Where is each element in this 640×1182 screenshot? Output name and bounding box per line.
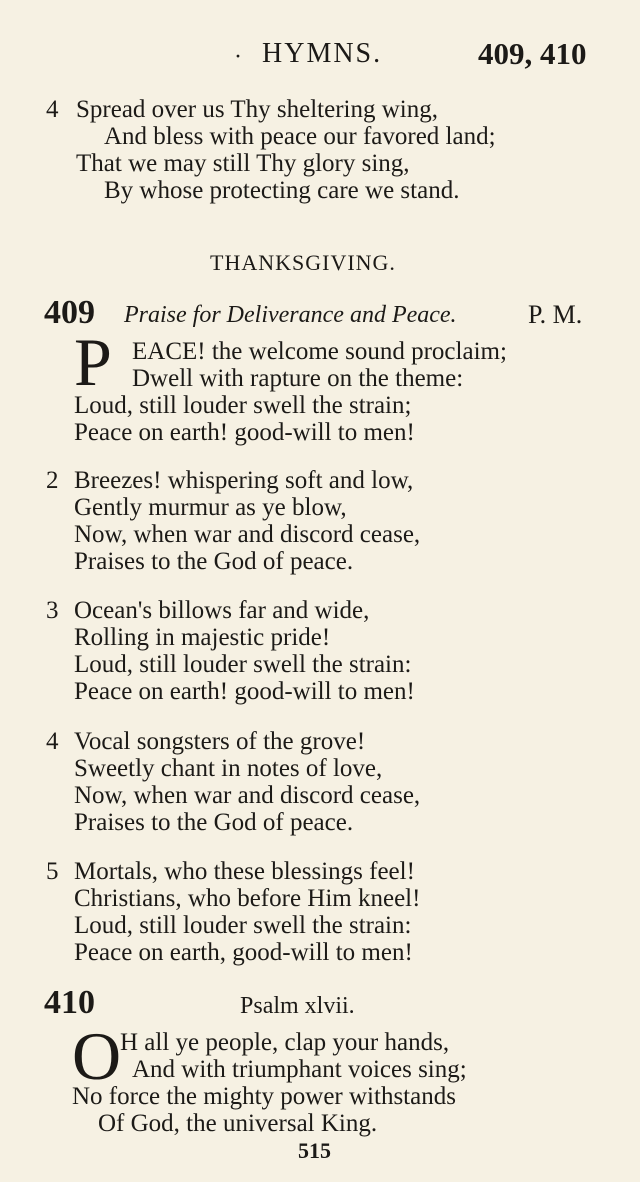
hymn-410-number: 410 (44, 984, 95, 1021)
stanza-line: Breezes! whispering soft and low, (74, 467, 414, 494)
stanza-line: Praises to the God of peace. (74, 548, 354, 575)
hymn-410-title: Psalm xlvii. (240, 993, 355, 1019)
stanza-line: Rolling in majestic pride! (74, 624, 331, 651)
stanza-line: Now, when war and discord cease, (74, 782, 421, 809)
hymn-409-line: Dwell with rapture on the theme: (132, 365, 464, 392)
stanza-line: Mortals, who these blessings feel! (74, 858, 415, 885)
hymn-410-line: No force the mighty power withstands (72, 1083, 456, 1110)
stanza-line: Peace on earth! good-will to men! (74, 678, 415, 705)
prev-stanza-line: By whose protecting care we stand. (104, 177, 460, 204)
prev-stanza-line: And bless with peace our favored land; (104, 123, 496, 150)
stanza-number: 3 (46, 597, 59, 624)
stanza-line: Peace on earth, good-will to men! (74, 939, 413, 966)
header-dot: · (234, 44, 242, 70)
stanza-line: Gently murmur as ye blow, (74, 494, 347, 521)
hymn-410-drop-cap: O (72, 1018, 122, 1094)
stanza-line: Vocal songsters of the grove! (74, 728, 366, 755)
hymn-409-number: 409 (44, 294, 95, 331)
header-hymn-numbers: 409, 410 (478, 36, 587, 71)
hymn-409-line: Loud, still louder swell the strain; (74, 392, 412, 419)
hymn-410-line: Of God, the universal King. (98, 1110, 378, 1137)
running-header (0, 34, 640, 74)
hymn-410-line: And with triumphant voices sing; (132, 1056, 467, 1083)
stanza-line: Christians, who before Him kneel! (74, 885, 421, 912)
stanza-line: Loud, still louder swell the strain: (74, 912, 412, 939)
stanza-line: Now, when war and discord cease, (74, 521, 421, 548)
hymn-409-line: Peace on earth! good-will to men! (74, 419, 415, 446)
stanza-line: Loud, still louder swell the strain: (74, 651, 412, 678)
hymn-409-line: EACE! the welcome sound proclaim; (132, 338, 507, 365)
stanza-line: Ocean's billows far and wide, (74, 597, 370, 624)
stanza-number: 5 (46, 858, 59, 885)
stanza-number: 2 (46, 467, 59, 494)
page-number: 515 (298, 1138, 331, 1163)
hymn-409-title: Praise for Deliverance and Peace. (124, 302, 457, 328)
prev-stanza-number: 4 (46, 96, 59, 123)
section-title: THANKSGIVING. (210, 250, 396, 275)
stanza-number: 4 (46, 728, 59, 755)
prev-stanza-line: Spread over us Thy sheltering wing, (76, 96, 438, 123)
prev-stanza-line: That we may still Thy glory sing, (76, 150, 410, 177)
header-title: HYMNS. (262, 38, 383, 69)
hymn-409-meter: P. M. (528, 300, 583, 329)
hymn-409-drop-cap: P (74, 324, 112, 400)
hymn-410-line: H all ye people, clap your hands, (120, 1029, 450, 1056)
stanza-line: Sweetly chant in notes of love, (74, 755, 383, 782)
stanza-line: Praises to the God of peace. (74, 809, 354, 836)
